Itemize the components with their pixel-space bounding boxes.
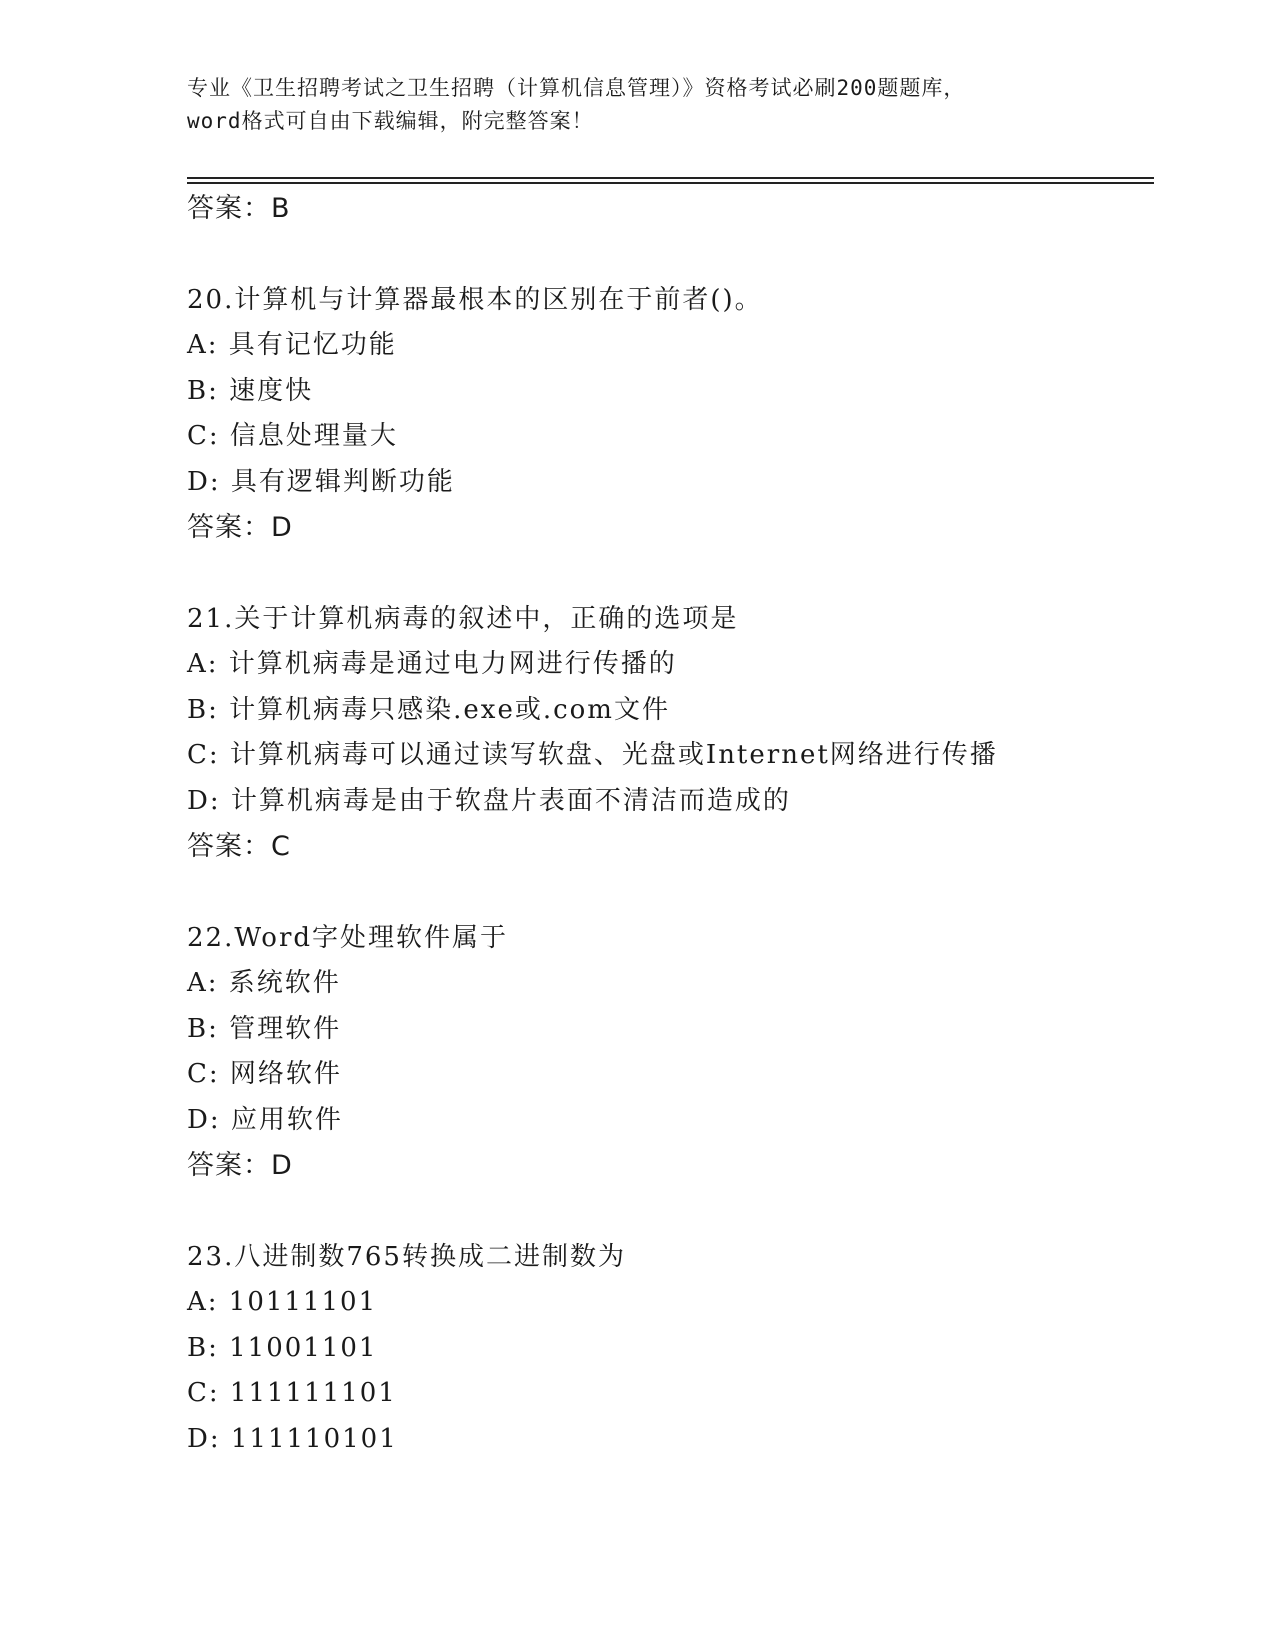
- header-line-2: word格式可自由下载编辑，附完整答案！: [187, 109, 594, 133]
- spacer: [187, 232, 1147, 278]
- option-line: B: 11001101: [187, 1332, 378, 1363]
- question-stem: 23.八进制数765转换成二进制数为: [187, 1241, 626, 1272]
- answer-line: 答案：D: [187, 512, 293, 543]
- spacer: [187, 1189, 1147, 1235]
- option-line: D: 具有逻辑判断功能: [187, 466, 455, 497]
- option-line: A: 系统软件: [187, 968, 341, 998]
- answer-line: 答案：C: [187, 831, 291, 862]
- option-line: B: 速度快: [187, 375, 314, 406]
- option-line: C: 计算机病毒可以通过读写软盘、光盘或Internet网络进行传播: [187, 740, 998, 770]
- spacer: [187, 870, 1147, 916]
- option-line: D: 应用软件: [187, 1104, 343, 1135]
- option-line: A: 具有记忆功能: [187, 330, 397, 360]
- document-header: [187, 72, 1087, 138]
- header-divider-top: [187, 177, 1154, 179]
- question-stem: 21.关于计算机病毒的叙述中，正确的选项是: [187, 603, 739, 634]
- option-line: C: 信息处理量大: [187, 421, 398, 451]
- question-stem: 22.Word字处理软件属于: [187, 922, 509, 953]
- option-line: A: 计算机病毒是通过电力网进行传播的: [187, 649, 677, 679]
- header-line-1: 专业《卫生招聘考试之卫生招聘（计算机信息管理）》资格考试必刷200题题库，: [187, 76, 966, 100]
- option-line: A: 10111101: [187, 1287, 378, 1317]
- header-divider-bottom: [187, 182, 1154, 184]
- option-line: B: 管理软件: [187, 1013, 342, 1044]
- answer-line: 答案：B: [187, 193, 291, 224]
- answer-line: 答案：D: [187, 1150, 293, 1181]
- spacer: [187, 551, 1147, 597]
- question-stem: 20.计算机与计算器最根本的区别在于前者()。: [187, 284, 763, 315]
- option-line: C: 111111101: [187, 1378, 397, 1408]
- option-line: C: 网络软件: [187, 1059, 342, 1089]
- option-line: D: 计算机病毒是由于软盘片表面不清洁而造成的: [187, 785, 791, 816]
- option-line: D: 111110101: [187, 1423, 398, 1454]
- option-line: B: 计算机病毒只感染.exe或.com文件: [187, 694, 670, 725]
- question-list: [187, 186, 1147, 1462]
